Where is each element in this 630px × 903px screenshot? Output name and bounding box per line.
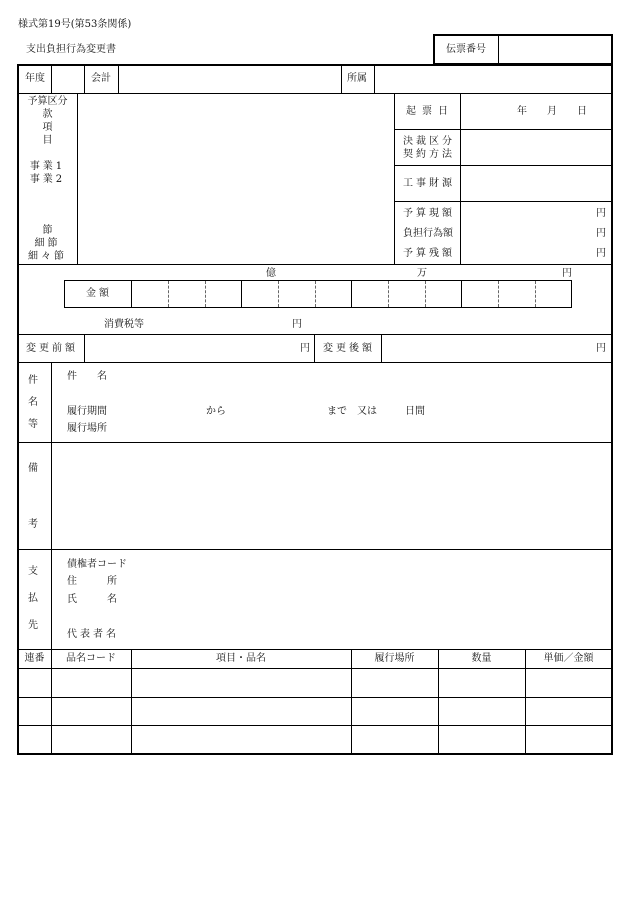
fiscal-year-label: 年度 [25, 73, 45, 84]
date-year-label: 年 [517, 106, 527, 117]
representative-name-label: 代表者名 [67, 629, 119, 640]
form-number: 様式第19号(第53条関係) [18, 19, 132, 30]
date-day-label: 日 [577, 106, 587, 117]
project1-label: 事業1 [29, 161, 66, 172]
amount-after-change-label: 変更後額 [323, 343, 375, 354]
voucher-number-label: 伝票番号 [446, 44, 486, 55]
saisetsu-label: 細節 [34, 238, 61, 249]
payee-side-1: 支 [28, 566, 38, 577]
matter-name-label: 件 名 [67, 371, 107, 382]
saisaisetsu-label: 細々節 [28, 251, 67, 262]
consumption-tax-yen: 円 [292, 319, 302, 330]
remarks-side-1: 備 [28, 463, 38, 474]
approval-category-label: 決裁区分 [403, 136, 455, 147]
performance-place-label: 履行場所 [67, 423, 107, 434]
amount-before-change-label: 変更前額 [26, 343, 78, 354]
commitment-yen: 円 [596, 228, 606, 239]
current-budget-label: 予算現額 [403, 208, 455, 219]
col-quantity-header: 数量 [471, 653, 492, 664]
construction-funding-label: 工事財源 [403, 178, 455, 189]
budget-category-label: 予算区分 [27, 96, 68, 107]
period-from-label: から [206, 406, 226, 417]
matter-side-3: 等 [28, 419, 38, 430]
creditor-code-label: 債権者コード [67, 559, 127, 570]
before-change-yen: 円 [300, 343, 310, 354]
col-serial-header: 連番 [24, 653, 45, 664]
kan-label: 款 [42, 109, 53, 120]
remarks-side-2: 考 [28, 519, 38, 530]
amount-digit-boxes [64, 280, 572, 308]
period-or-label: 又は [357, 406, 377, 417]
col-item-code-header: 品名コード [66, 653, 116, 664]
consumption-tax-label: 消費税等 [104, 319, 144, 330]
col-unit-price-header: 単価／金額 [543, 653, 594, 664]
period-days-label: 日間 [405, 406, 425, 417]
contract-method-label: 契約方法 [403, 149, 455, 160]
setsu-label: 節 [42, 225, 53, 236]
payee-side-3: 先 [28, 620, 38, 631]
oku-unit-label: 億 [266, 268, 276, 279]
document-title: 支出負担行為変更書 [26, 44, 116, 55]
account-label: 会計 [91, 73, 111, 84]
project2-label: 事業2 [29, 174, 66, 185]
remaining-yen: 円 [596, 248, 606, 259]
date-month-label: 月 [547, 106, 557, 117]
after-change-yen: 円 [596, 343, 606, 354]
matter-side-1: 件 [28, 375, 38, 386]
man-unit-label: 万 [417, 268, 427, 279]
payee-address-label: 住 所 [67, 576, 117, 587]
period-until-label: まで [327, 406, 347, 417]
yen-unit-label: 円 [562, 268, 572, 279]
department-label: 所属 [347, 73, 367, 84]
col-item-name-header: 項目・品名 [216, 653, 266, 664]
performance-period-label: 履行期間 [67, 406, 107, 417]
current-budget-yen: 円 [596, 208, 606, 219]
payee-name-label: 氏 名 [67, 594, 117, 605]
col-place-header: 履行場所 [374, 653, 415, 664]
payee-side-2: 払 [28, 593, 38, 604]
amount-label: 金額 [86, 288, 112, 299]
matter-side-2: 名 [28, 397, 38, 408]
budget-remaining-label: 予算残額 [403, 248, 455, 259]
moku-label: 目 [42, 135, 53, 146]
kou-label: 項 [42, 122, 53, 133]
issue-date-label: 起票日 [406, 106, 454, 117]
commitment-amount-label: 負担行為額 [403, 228, 453, 239]
